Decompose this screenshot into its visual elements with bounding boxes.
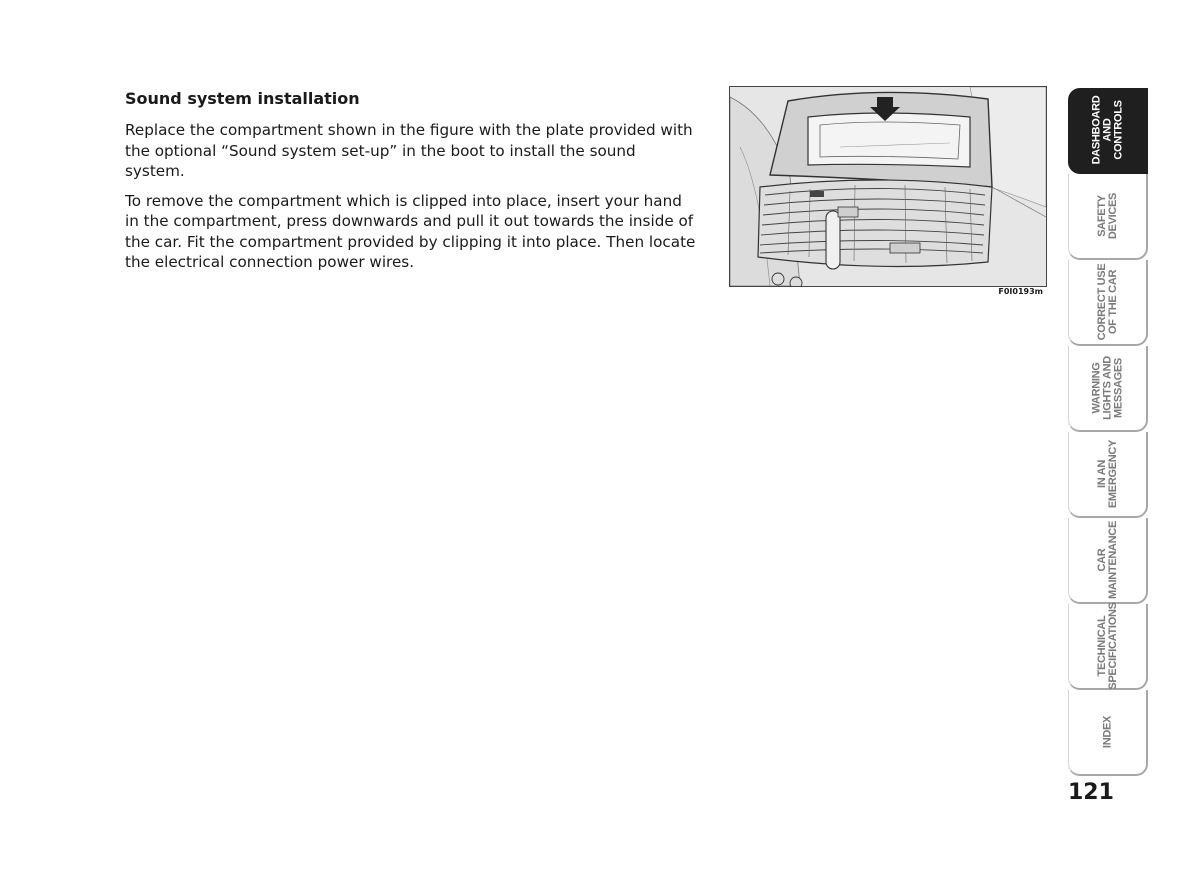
tab-label: TECHNICAL SPECIFICATIONS: [1095, 602, 1119, 690]
tab-label: CORRECT USE OF THE CAR: [1095, 263, 1119, 341]
tab-label: CAR MAINTENANCE: [1095, 521, 1119, 599]
tab-label: IN AN EMERGENCY: [1095, 439, 1119, 509]
page-number: 121: [1068, 780, 1114, 805]
paragraph-replace: Replace the compartment shown in the figure with the plate provided with the optional “Sound system set-up” in the boot to install the sound system.: [125, 121, 693, 180]
tab-index[interactable]: [1068, 690, 1148, 776]
tab-warning-lights-and-messages[interactable]: [1068, 346, 1148, 432]
tab-in-an-emergency[interactable]: [1068, 432, 1148, 518]
tab-car-maintenance[interactable]: [1068, 518, 1148, 604]
main-content: [125, 88, 700, 282]
dashboard-illustration: [729, 86, 1047, 287]
dashboard-compartment-drawing: [730, 87, 1046, 286]
tab-safety-devices[interactable]: [1068, 174, 1148, 260]
figure-code: F0I0193m: [998, 287, 1043, 296]
section-heading: Sound system installation: [125, 89, 360, 108]
paragraph-remove: To remove the compartment which is clipped into place, insert your hand in the compartment, press downwards and pull it out towards the inside of the car. Fit the compartment provided by clipping it into place. Then locate the electrical connection power wires.: [125, 191, 696, 271]
tab-technical-specifications[interactable]: [1068, 604, 1148, 690]
tab-label: INDEX: [1101, 715, 1113, 749]
tab-label: DASHBOARD AND CONTROLS: [1090, 95, 1124, 165]
tab-label: WARNING LIGHTS AND MESSAGES: [1090, 356, 1124, 420]
tab-label: SAFETY DEVICES: [1095, 192, 1119, 240]
tab-dashboard-and-controls[interactable]: [1068, 88, 1148, 174]
tab-correct-use-of-the-car[interactable]: [1068, 260, 1148, 346]
